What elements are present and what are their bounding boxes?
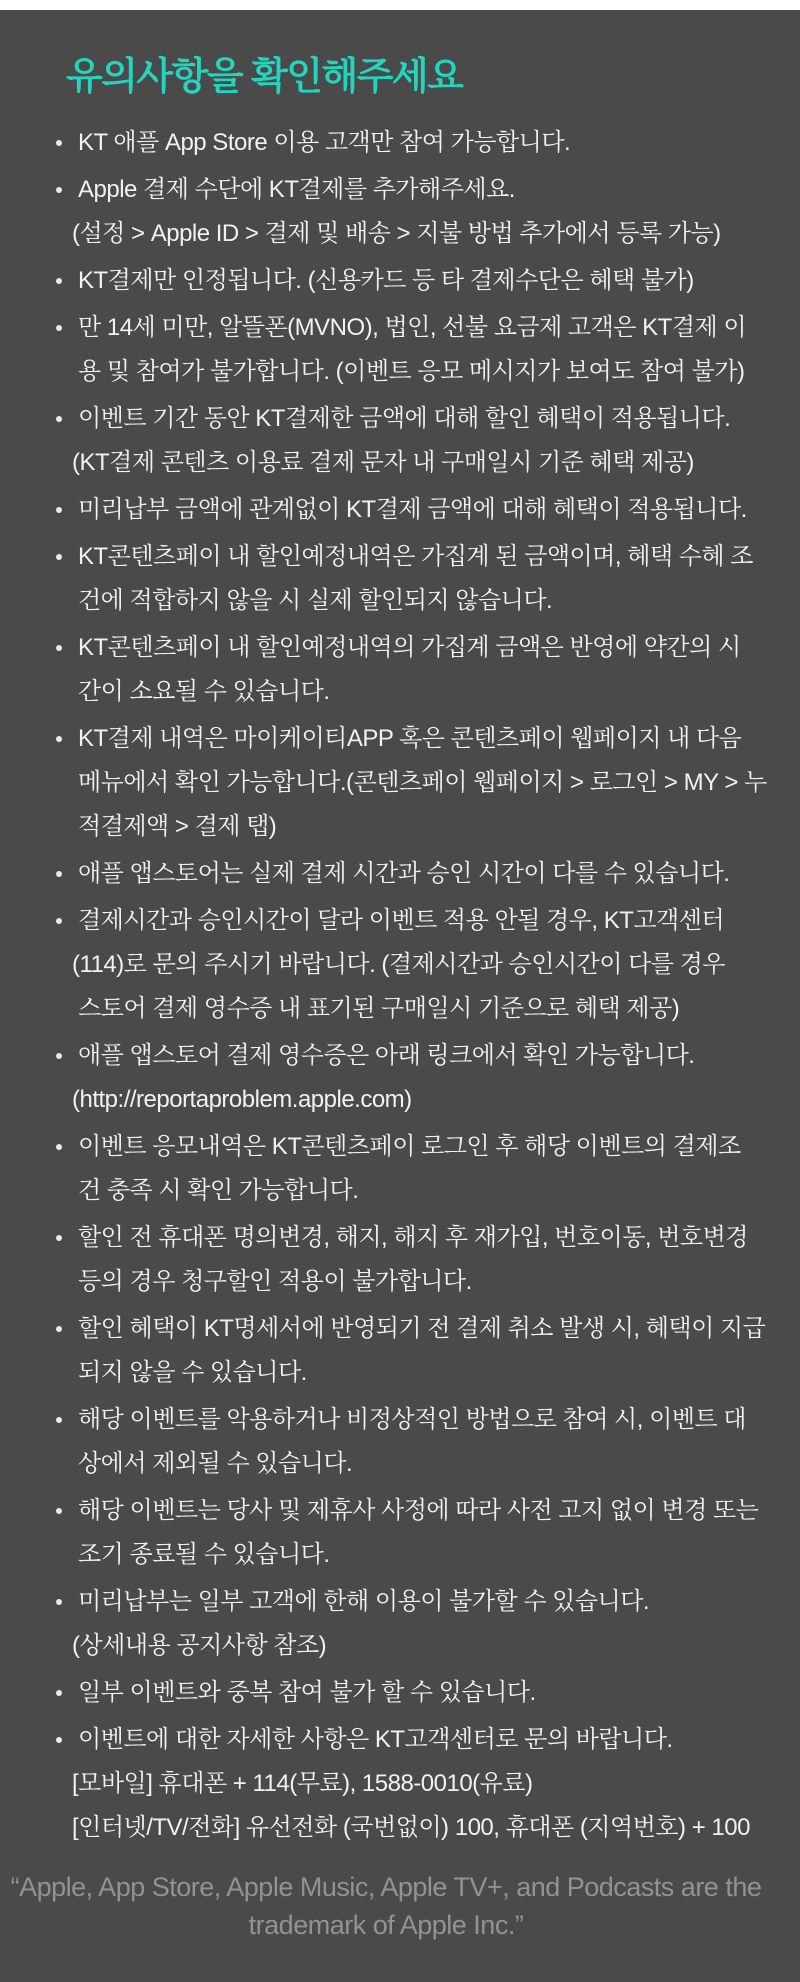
notice-list-item <box>78 306 772 394</box>
notice-line: 해당 이벤트는 당사 및 제휴사 사정에 따라 사전 고지 없이 변경 또는 <box>78 1497 759 1524</box>
bullet-dot-icon <box>56 871 62 877</box>
notice-list-item <box>78 852 772 896</box>
bullet-dot-icon <box>56 1235 62 1241</box>
bullet-dot-icon <box>56 918 62 924</box>
notice-line: 이벤트 응모내역은 KT콘텐츠페이 로그인 후 해당 이벤트의 결제조 <box>78 1133 741 1160</box>
notice-line: 할인 혜택이 KT명세서에 반영되기 전 결제 취소 발생 시, 혜택이 지급 <box>78 1315 766 1342</box>
notice-line: 상에서 제외될 수 있습니다. <box>78 1450 353 1477</box>
notice-line: 미리납부는 일부 고객에 한해 이용이 불가할 수 있습니다. <box>78 1588 650 1615</box>
notice-list-item <box>78 1398 772 1486</box>
notice-line: KT콘텐츠페이 내 할인예정내역은 가집계 된 금액이며, 혜택 수혜 조 <box>78 543 753 570</box>
notice-line: [모바일] 휴대폰 + 114(무료), 1588-0010(유료) <box>72 1770 533 1797</box>
bullet-dot-icon <box>56 187 62 193</box>
notice-list-item <box>72 899 772 1031</box>
bullet-dot-icon <box>56 325 62 331</box>
notice-line: 결제시간과 승인시간이 달라 이벤트 적용 안될 경우, KT고객센터 <box>78 907 725 934</box>
notice-line: KT결제만 인정됩니다. (신용카드 등 타 결제수단은 혜택 불가) <box>78 267 694 294</box>
notice-list-item <box>78 1307 772 1395</box>
notice-line: Apple 결제 수단에 KT결제를 추가해주세요. <box>78 176 515 203</box>
notice-line: 일부 이벤트와 중복 참여 불가 할 수 있습니다. <box>78 1679 536 1706</box>
notice-line: KT 애플 App Store 이용 고객만 참여 가능합니다. <box>78 129 571 156</box>
bullet-dot-icon <box>56 1599 62 1605</box>
notice-line: 애플 앱스토어 결제 영수증은 아래 링크에서 확인 가능합니다. <box>78 1042 695 1069</box>
notice-list-item <box>78 1671 772 1715</box>
notice-list-item <box>78 488 772 532</box>
bullet-dot-icon <box>56 1508 62 1514</box>
bullet-dot-icon <box>56 1144 62 1150</box>
notice-list-item <box>78 121 772 165</box>
notice-list-item <box>78 1489 772 1577</box>
notice-list <box>0 121 772 1850</box>
notice-line: 건에 적합하지 않을 시 실제 할인되지 않습니다. <box>78 587 553 614</box>
notice-line: 만 14세 미만, 알뜰폰(MVNO), 법인, 선불 요금제 고객은 KT결제 이 <box>78 314 747 341</box>
notice-line: 되지 않을 수 있습니다. <box>78 1359 307 1386</box>
bullet-dot-icon <box>56 1690 62 1696</box>
notice-list-item <box>78 259 772 303</box>
notice-line: KT결제 내역은 마이케이티APP 혹은 콘텐츠페이 웹페이지 내 다음 <box>78 725 742 752</box>
notice-line: 이벤트에 대한 자세한 사항은 KT고객센터로 문의 바랍니다. <box>78 1726 673 1753</box>
notice-line: [인터넷/TV/전화] 유선전화 (국번없이) 100, 휴대폰 (지역번호) + 100 <box>72 1814 750 1841</box>
notice-line: 용 및 참여가 불가합니다. (이벤트 응모 메시지가 보여도 참여 불가) <box>78 358 745 385</box>
notice-list-item <box>78 1216 772 1304</box>
notice-line: 이벤트 기간 동안 KT결제한 금액에 대해 할인 혜택이 적용됩니다. <box>78 405 731 432</box>
notice-list-item <box>72 1034 772 1122</box>
bullet-dot-icon <box>56 1053 62 1059</box>
apple-trademark-note <box>0 1868 772 1944</box>
apple-trademark-line: “Apple, App Store, Apple Music, Apple TV+, and Podcasts are the <box>10 1872 762 1902</box>
notice-list-item <box>72 397 772 485</box>
bullet-dot-icon <box>56 1326 62 1332</box>
notice-title: 유의사항을 확인해주세요 <box>66 56 463 98</box>
notice-line: KT콘텐츠페이 내 할인예정내역의 가집계 금액은 반영에 약간의 시 <box>78 634 741 661</box>
notice-list-item <box>72 1718 772 1850</box>
notice-line: (설정 > Apple ID > 결제 및 배송 > 지불 방법 추가에서 등록 가능) <box>72 220 721 247</box>
notice-line: 등의 경우 청구할인 적용이 불가합니다. <box>78 1268 472 1295</box>
bullet-dot-icon <box>56 554 62 560</box>
notice-line: (http://reportaproblem.apple.com) <box>72 1086 412 1113</box>
notice-line: 건 충족 시 확인 가능합니다. <box>78 1177 359 1204</box>
notice-line: 애플 앱스토어는 실제 결제 시간과 승인 시간이 다를 수 있습니다. <box>78 860 730 887</box>
bullet-dot-icon <box>56 278 62 284</box>
bullet-dot-icon <box>56 645 62 651</box>
page-top-margin <box>0 0 800 10</box>
bullet-dot-icon <box>56 1737 62 1743</box>
notice-line: 조기 종료될 수 있습니다. <box>78 1541 330 1568</box>
bullet-dot-icon <box>56 507 62 513</box>
notice-line: 간이 소요될 수 있습니다. <box>78 678 330 705</box>
notice-line: (상세내용 공지사항 참조) <box>72 1632 327 1659</box>
notice-list-item <box>78 535 772 623</box>
notice-line: (KT결제 콘텐츠 이용료 결제 문자 내 구매일시 기준 혜택 제공) <box>72 449 694 476</box>
notice-line: (114)로 문의 주시기 바랍니다. (결제시간과 승인시간이 다를 경우 <box>72 951 725 978</box>
notice-list-item <box>72 1580 772 1668</box>
bullet-dot-icon <box>56 140 62 146</box>
notice-line: 미리납부 금액에 관계없이 KT결제 금액에 대해 혜택이 적용됩니다. <box>78 496 747 523</box>
notice-list-item <box>78 1125 772 1213</box>
bullet-dot-icon <box>56 736 62 742</box>
notice-line: 메뉴에서 확인 가능합니다.(콘텐츠페이 웹페이지 > 로그인 > MY > 누 <box>78 769 767 796</box>
bullet-dot-icon <box>56 1417 62 1423</box>
notice-list-item <box>78 717 772 849</box>
bullet-dot-icon <box>56 416 62 422</box>
notice-list-item <box>72 168 772 256</box>
notice-line: 스토어 결제 영수증 내 표기된 구매일시 기준으로 혜택 제공) <box>78 995 680 1022</box>
notice-line: 할인 전 휴대폰 명의변경, 해지, 해지 후 재가입, 번호이동, 번호변경 <box>78 1224 748 1251</box>
notice-line: 적결제액 > 결제 탭) <box>78 813 277 840</box>
notice-panel <box>0 10 800 1982</box>
apple-trademark-line: trademark of Apple Inc.” <box>248 1910 524 1940</box>
notice-list-item <box>78 626 772 714</box>
notice-line: 해당 이벤트를 악용하거나 비정상적인 방법으로 참여 시, 이벤트 대 <box>78 1406 746 1433</box>
